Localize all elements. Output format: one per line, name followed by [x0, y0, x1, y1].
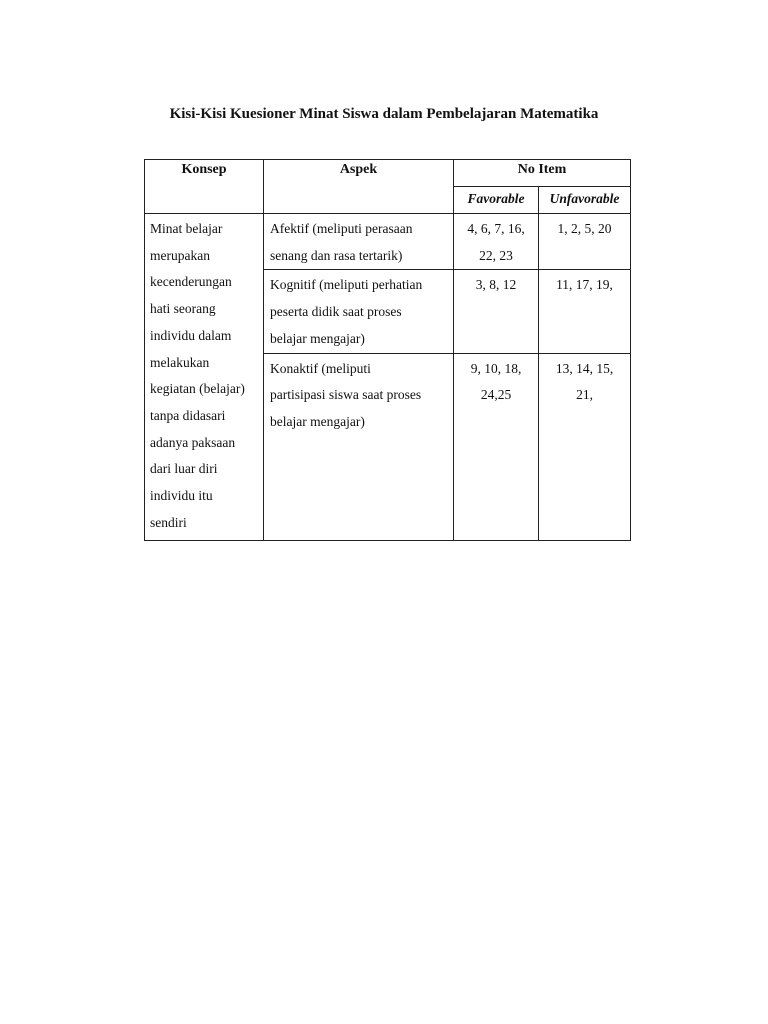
aspek-cell-afektif [264, 214, 454, 270]
favorable-line: 3, 8, 12 [475, 277, 517, 293]
page-title: Kisi-Kisi Kuesioner Minat Siswa dalam Pembelajaran Matematika [169, 106, 599, 122]
header-aspek: Aspek [264, 160, 454, 214]
aspek-line: Kognitif (meliputi perhatian [270, 277, 423, 293]
konsep-line: dari luar diri [150, 461, 218, 477]
unfavorable-line: 13, 14, 15, [555, 360, 614, 376]
favorable-line: 4, 6, 7, 16, [467, 221, 525, 236]
konsep-line: kecenderungan [150, 274, 232, 290]
unfavorable-cell [539, 270, 631, 353]
aspek-line: belajar mengajar) [270, 330, 365, 346]
aspek-cell-kognitif [264, 270, 454, 353]
konsep-line: individu dalam [150, 327, 232, 343]
favorable-line: 9, 10, 18, [470, 360, 522, 376]
unfavorable-cell [539, 353, 631, 540]
aspek-line: senang dan rasa tertarik) [270, 247, 403, 263]
header-konsep: Konsep [145, 160, 264, 214]
konsep-cell [145, 214, 264, 541]
favorable-cell [454, 353, 539, 540]
aspek-line: belajar mengajar) [270, 413, 365, 429]
kuesioner-table [144, 159, 631, 541]
favorable-line: 24,25 [480, 387, 512, 403]
konsep-line: adanya paksaan [150, 434, 236, 450]
konsep-line: tanpa didasari [150, 407, 226, 423]
unfavorable-cell [539, 214, 631, 270]
unfavorable-line: 21, [576, 387, 593, 403]
header-unfavorable: Unfavorable [539, 187, 631, 214]
unfavorable-line: 11, 17, 19, [556, 277, 613, 293]
aspek-cell-konaktif [264, 353, 454, 540]
konsep-line: Minat belajar [150, 221, 223, 236]
aspek-line: peserta didik saat proses [270, 304, 402, 320]
header-favorable: Favorable [454, 187, 539, 214]
konsep-line: individu itu [150, 488, 213, 504]
aspek-line: Afektif (meliputi perasaan [270, 221, 413, 236]
aspek-line: Konaktif (meliputi [270, 360, 371, 376]
aspek-line: partisipasi siswa saat proses [270, 387, 422, 403]
konsep-line: hati seorang [150, 301, 216, 317]
konsep-line: merupakan [150, 247, 210, 263]
konsep-line: sendiri [150, 514, 187, 530]
favorable-line: 22, 23 [479, 247, 513, 263]
konsep-line: melakukan [150, 354, 210, 370]
unfavorable-line: 1, 2, 5, 20 [557, 221, 612, 236]
table-row [145, 214, 631, 270]
header-row [145, 160, 631, 187]
header-no-item: No Item [454, 160, 631, 187]
konsep-line: kegiatan (belajar) [150, 381, 245, 397]
favorable-cell [454, 214, 539, 270]
favorable-cell [454, 270, 539, 353]
